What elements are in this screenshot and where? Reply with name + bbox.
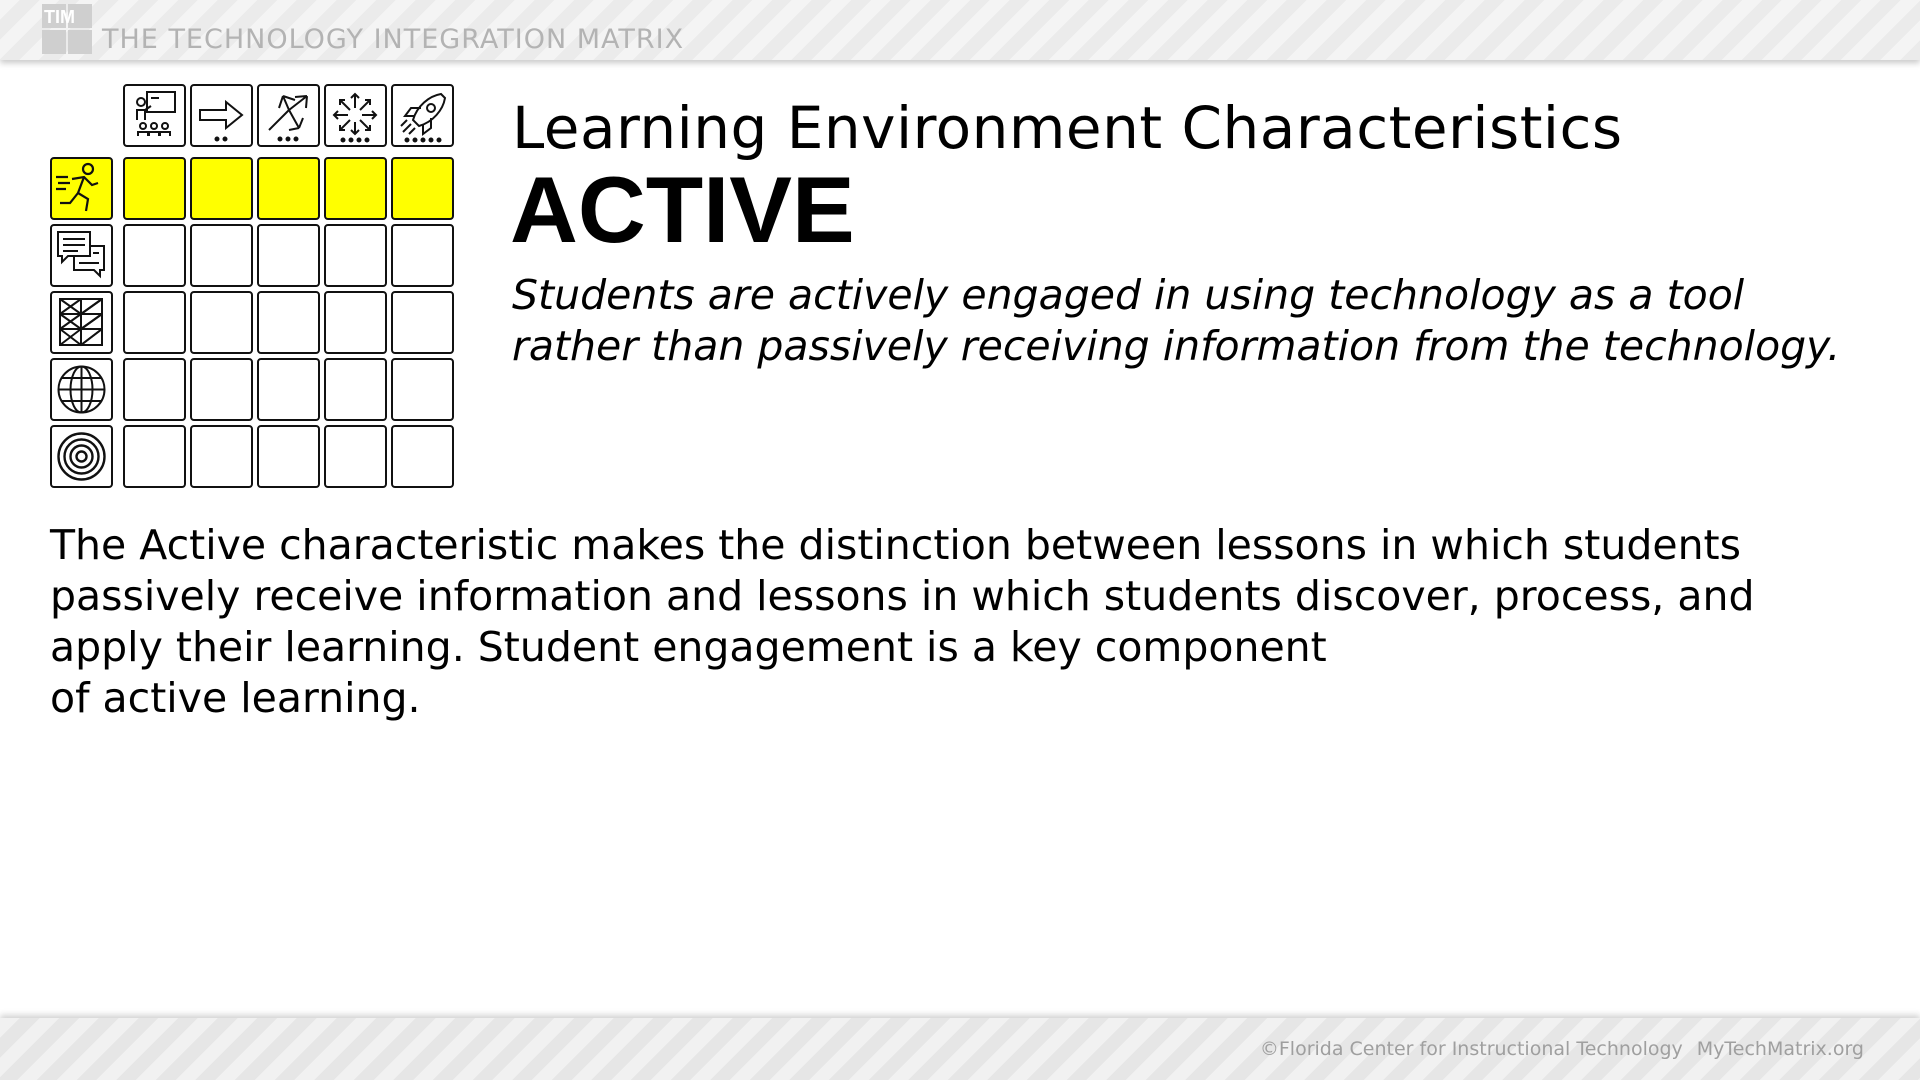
column-header-infusion [324,84,387,147]
header-bar [0,0,1920,60]
row-header-collaborative [50,224,113,287]
matrix-cell [324,358,387,421]
svg-text:TIM: TIM [44,7,75,27]
column-header-entry [123,84,186,147]
matrix-cell [257,224,320,287]
teacher-presenting-icon [125,86,184,145]
footer-site-link[interactable]: MyTechMatrix.org [1696,1038,1864,1060]
slide-title: ACTIVE [510,157,855,262]
matrix-cell [324,425,387,488]
matrix-cell [391,224,454,287]
slide-pre-title: Learning Environment Characteristics [512,94,1623,162]
matrix-cell [257,358,320,421]
tim-logo-icon [42,4,92,54]
matrix-cell [123,157,186,220]
subtitle-line: rather than passively receiving information from the technology. [512,322,1841,370]
column-header-adaptation [257,84,320,147]
chat-bubbles-icon [52,226,111,285]
row-header-goal-directed [50,425,113,488]
footer-credits [1260,1038,1864,1060]
running-person-icon [52,159,111,218]
footer-copyright: ©Florida Center for Instructional Technology [1259,1038,1683,1060]
matrix-cell [123,224,186,287]
column-header-transformation [391,84,454,147]
globe-icon [52,360,111,419]
matrix-cell [391,358,454,421]
body-line: apply their learning. Student engagement is a key component [50,623,1327,671]
row-header-authentic [50,358,113,421]
matrix-cell [123,358,186,421]
matrix-cell [391,157,454,220]
matrix-cell [324,291,387,354]
body-line: passively receive information and lessons in which students discover, process, and [50,572,1755,620]
footer-bar [0,1018,1920,1080]
matrix-cell [190,157,253,220]
matrix-cell [257,425,320,488]
matrix-cell [391,425,454,488]
matrix-cell [391,291,454,354]
matrix-cell [324,157,387,220]
matrix-cell [190,291,253,354]
crossing-arrows-icon [259,86,318,145]
scaffold-icon [52,293,111,352]
rocket-icon [393,86,452,145]
expanding-arrows-icon [326,86,385,145]
matrix-cell [123,291,186,354]
matrix-cell [324,224,387,287]
matrix-cell [190,358,253,421]
row-header-constructive [50,291,113,354]
matrix-cell [257,157,320,220]
header-title: THE TECHNOLOGY INTEGRATION MATRIX [102,24,685,55]
subtitle-line: Students are actively engaged in using technology as a tool [512,271,1745,319]
matrix-cell [123,425,186,488]
matrix-cell [257,291,320,354]
matrix-cell [190,224,253,287]
slide-subtitle [512,270,1892,372]
arrow-right-icon [192,86,251,145]
body-line: The Active characteristic makes the distinction between lessons in which students [50,521,1741,569]
column-header-adoption [190,84,253,147]
matrix-cell [190,425,253,488]
body-line: of active learning. [50,674,421,722]
body-paragraph [50,520,1890,724]
row-header-active [50,157,113,220]
target-icon [52,427,111,486]
